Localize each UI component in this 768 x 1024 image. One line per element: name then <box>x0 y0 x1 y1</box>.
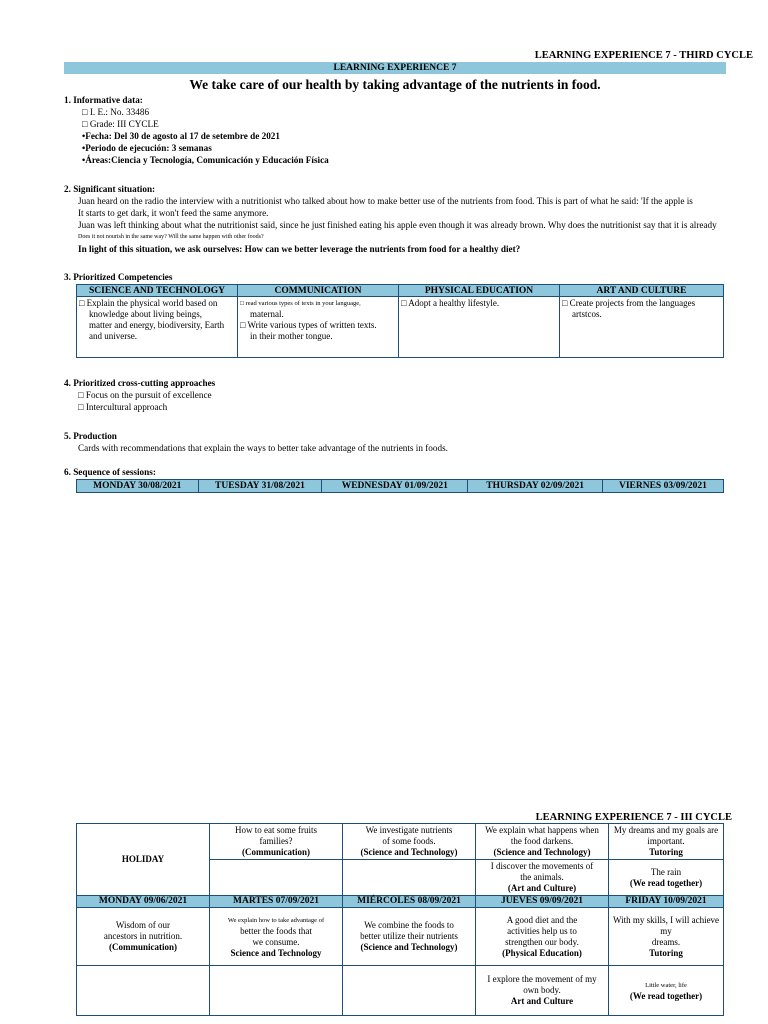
situation-line-2: It starts to get dark, it won't feed the same anymore. <box>78 208 269 218</box>
holiday-cell: HOLIDAY <box>77 824 210 896</box>
production-section <box>64 430 448 454</box>
informative-section <box>64 94 329 166</box>
empty-cell <box>343 860 476 896</box>
empty-cell <box>210 860 343 896</box>
header-top-right: LEARNING EXPERIENCE 7 - THIRD CYCLE <box>534 50 753 61</box>
session-cell: We explain what happens when the food darkens. (Science and Technology) <box>476 824 609 860</box>
seq-day: TUESDAY 31/08/2021 <box>198 480 322 493</box>
situation-heading: 2. Significant situation: <box>64 184 156 194</box>
fecha-line: •Fecha: Del 30 de agosto al 17 de setembre de 2021 <box>82 131 280 141</box>
production-text: Cards with recommendations that explain the ways to better take advantage of the nutrients in foods. <box>78 443 448 453</box>
communication-competency: □ read various types of texts in your language, maternal. □ Write various types of written texts. in their mother tongue. <box>238 297 399 358</box>
page2-header: LEARNING EXPERIENCE 7 - III CYCLE <box>535 812 732 823</box>
session-cell: The rain (We read together) <box>609 860 724 896</box>
grid-day: MIÉRCOLES 08/09/2021 <box>343 896 476 908</box>
situation-section <box>64 183 734 255</box>
seq-day: THURSDAY 02/09/2021 <box>468 480 603 493</box>
empty-cell <box>77 966 210 1016</box>
approach-1: □ Focus on the pursuit of excellence <box>78 390 212 400</box>
grid-day: MONDAY 09/06/2021 <box>77 896 210 908</box>
session-cell: We investigate nutrients of some foods. (Science and Technology) <box>343 824 476 860</box>
session-cell: I explore the movement of my own body. Art and Culture <box>476 966 609 1016</box>
seq-day: MONDAY 30/08/2021 <box>77 480 199 493</box>
production-heading: 5. Production <box>64 431 117 441</box>
approach-2: □ Intercultural approach <box>78 402 168 412</box>
session-cell: My dreams and my goals are important. Tutoring <box>609 824 724 860</box>
page-title: We take care of our health by taking advantage of the nutrients in food. <box>189 77 601 92</box>
session-cell: How to eat some fruits families? (Communication) <box>210 824 343 860</box>
informative-heading: 1. Informative data: <box>64 95 143 105</box>
science-competency: □ Explain the physical world based on knowledge about living beings, matter and energy, biodiversity, Earth and universe. <box>77 297 238 358</box>
grade-line: □ Grade: III CYCLE <box>82 119 159 129</box>
periodo-line: •Periodo de ejecución: 3 semanas <box>82 143 212 153</box>
col-art-culture: ART AND CULTURE <box>560 285 724 297</box>
competencies-heading: 3. Prioritized Competencies <box>64 272 173 282</box>
pe-competency: □ Adopt a healthy lifestyle. <box>399 297 560 358</box>
situation-line-4: Does it not nourish in the same way? Will the same happen with other foods? <box>78 234 264 240</box>
col-physical-education: PHYSICAL EDUCATION <box>399 285 560 297</box>
session-cell: Wisdom of our ancestors in nutrition. (Communication) <box>77 908 210 966</box>
sequence-heading: 6. Sequence of sessions: <box>64 467 156 477</box>
empty-cell <box>343 966 476 1016</box>
approaches-section <box>64 377 215 413</box>
sessions-grid <box>76 823 724 1016</box>
competencies-table <box>76 284 724 358</box>
grid-day: JUEVES 09/09/2021 <box>476 896 609 908</box>
session-cell: We explain how to take advantage of better the foods that we consume. Science and Technology <box>210 908 343 966</box>
areas-line: •Áreas:Ciencia y Tecnología, Comunicación y Educación Física <box>82 155 329 165</box>
situation-line-3: Juan was left thinking about what the nutritionist said, since he just finished eating his apple even though it was already brown. Why does the nutritionist say that it is already <box>78 220 717 230</box>
situation-line-1: Juan heard on the radio the interview with a nutritionist who talked about how to make better use of the nutrients from food. This is part of what he said: 'If the apple is <box>78 196 693 206</box>
sequence-table <box>76 479 724 493</box>
approaches-heading: 4. Prioritized cross-cutting approaches <box>64 378 216 388</box>
col-science: SCIENCE AND TECHNOLOGY <box>77 285 238 297</box>
session-cell: I discover the movements of the animals. (Art and Culture) <box>476 860 609 896</box>
session-cell: Little water, life (We read together) <box>609 966 724 1016</box>
col-communication: COMMUNICATION <box>238 285 399 297</box>
situation-question: In light of this situation, we ask ourselves: How can we better leverage the nutrients from food for a healthy diet? <box>78 244 521 254</box>
art-competency: □ Create projects from the languages artstcos. <box>560 297 724 358</box>
session-cell: With my skills, I will achieve my dreams. Tutoring <box>609 908 724 966</box>
session-cell: We combine the foods to better utilize their nutrients (Science and Technology) <box>343 908 476 966</box>
grid-day: FRIDAY 10/09/2021 <box>609 896 724 908</box>
seq-day: VIERNES 03/09/2021 <box>602 480 723 493</box>
ie-line: □ I. E.: No. 33486 <box>82 107 150 117</box>
seq-day: WEDNESDAY 01/09/2021 <box>322 480 468 493</box>
empty-cell <box>210 966 343 1016</box>
grid-day: MARTES 07/09/2021 <box>210 896 343 908</box>
session-cell: A good diet and the activities help us to strengthen our body. (Physical Education) <box>476 908 609 966</box>
experience-bar: LEARNING EXPERIENCE 7 <box>64 62 726 74</box>
